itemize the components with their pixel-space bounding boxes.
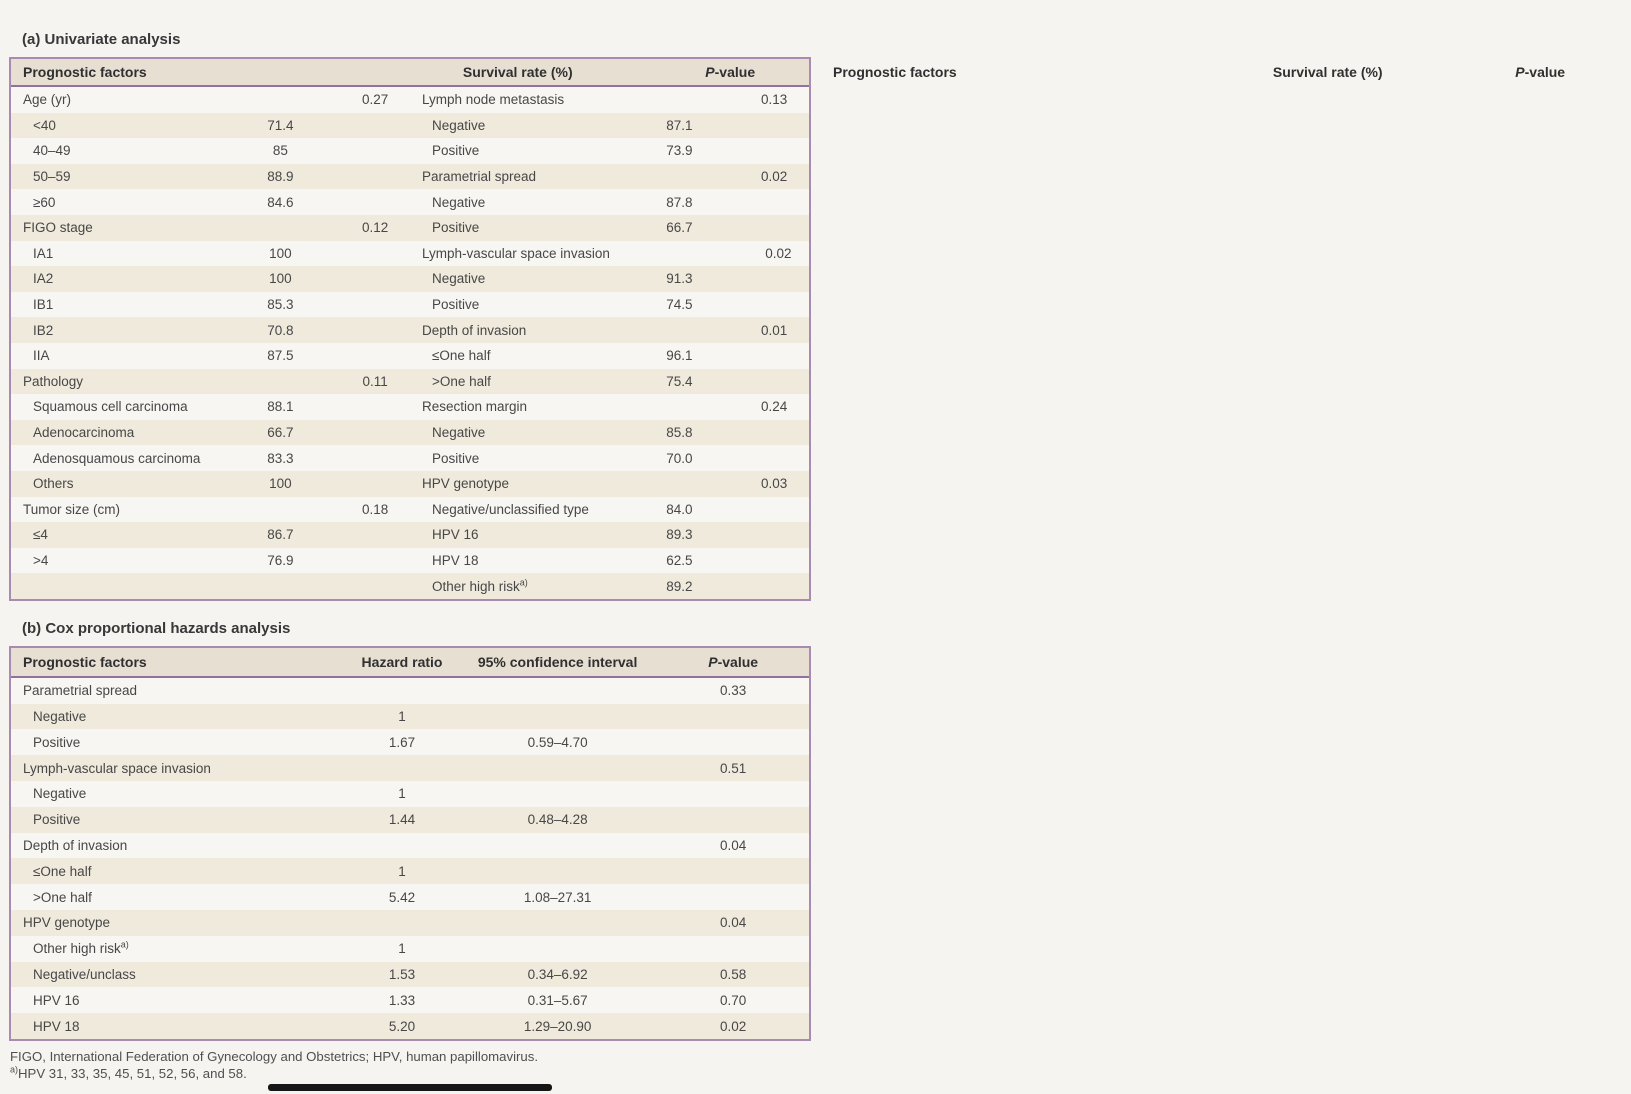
table-row [410, 394, 809, 420]
table-a-header-row [11, 59, 1566, 87]
table-b-header-row [11, 648, 809, 678]
table-b-body [11, 678, 809, 1039]
survival-rate-cell: 73.9 [666, 143, 693, 159]
factor-cell: Parametrial spread [23, 683, 138, 699]
pvalue-cell: 0.03 [760, 476, 788, 492]
table-row [410, 113, 809, 139]
pvalue-cell: 0.58 [720, 967, 747, 983]
factor-cell: Negative [33, 709, 87, 725]
univariate-table [9, 57, 1566, 601]
survival-rate-cell: 87.5 [267, 348, 294, 364]
table-row [410, 317, 809, 343]
column-header-pvalue [645, 64, 821, 80]
pvalue-cell: 0.04 [720, 915, 747, 931]
survival-rate-cell: 66.7 [666, 220, 693, 236]
table-row [11, 445, 410, 471]
factor-cell: Positive [33, 812, 81, 828]
factor-cell: HPV 16 [33, 992, 80, 1008]
column-header-prognostic-factors: Prognostic factors [832, 64, 957, 80]
footnote-abbreviations: FIGO, International Federation of Gynecology and Obstetrics; HPV, human papillomavirus. [10, 1049, 539, 1065]
survival-rate-cell: 75.4 [666, 373, 693, 389]
survival-rate-cell: 85 [272, 143, 288, 159]
table-row [11, 678, 809, 704]
hazard-ratio-cell: 1 [398, 863, 406, 879]
pvalue-cell: 0.27 [361, 92, 389, 108]
survival-rate-cell: 91.3 [666, 271, 693, 287]
factor-cell: Negative [432, 425, 486, 441]
column-header-prognostic-factors: Prognostic factors [23, 64, 147, 80]
factor-cell: IA1 [33, 245, 54, 261]
factor-cell: Other high risk$^{a)}$ [432, 577, 528, 594]
factor-cell: <40 [33, 117, 56, 133]
factor-cell: >One half [432, 373, 491, 389]
table-row [11, 884, 809, 910]
hazard-ratio-cell: 1 [398, 709, 406, 725]
pvalue-cell: 0.01 [760, 322, 788, 338]
column-header-pvalue [1455, 64, 1631, 80]
column-header-prognostic-factors: Prognostic factors [23, 653, 147, 670]
table-row [11, 189, 410, 215]
table-row [410, 87, 809, 113]
table-row [410, 522, 809, 548]
table-row [11, 164, 410, 190]
hazard-ratio-cell: 1.33 [388, 992, 416, 1008]
table-row [410, 445, 809, 471]
survival-rate-cell: 85.8 [666, 425, 693, 441]
table-row [11, 858, 809, 884]
factor-cell: Resection margin [422, 399, 528, 415]
factor-cell: Lymph-vascular space invasion [422, 245, 610, 261]
table-row [410, 573, 809, 599]
pvalue-rest: -value [717, 653, 759, 670]
table-row [11, 910, 809, 936]
factor-cell: IIA [33, 348, 50, 364]
cox-hazards-table [9, 646, 811, 1041]
factor-cell: Negative [432, 117, 486, 133]
table-row [11, 704, 809, 730]
table-row [11, 755, 809, 781]
factor-cell: Positive [432, 143, 480, 159]
hazard-ratio-cell: 5.20 [388, 1018, 416, 1034]
pvalue-cell: 0.13 [760, 92, 788, 108]
factor-cell: Age (yr) [23, 92, 72, 108]
table-row [11, 781, 809, 807]
pvalue-cell: 0.11 [362, 373, 388, 389]
table-row [11, 317, 410, 343]
survival-rate-cell: 87.8 [666, 194, 693, 210]
table-row [410, 292, 809, 318]
table-row [11, 962, 809, 988]
factor-cell: ≤One half [33, 863, 92, 879]
pvalue-cell: 0.02 [765, 245, 792, 261]
survival-rate-cell: 76.9 [267, 552, 294, 568]
pvalue-italic-p: P [705, 64, 715, 80]
confidence-interval-cell: 1.08–27.31 [523, 889, 592, 905]
factor-cell: Negative/unclass [33, 967, 136, 983]
table-row [11, 138, 410, 164]
factor-cell: ≤4 [33, 527, 48, 543]
factor-cell: Negative [33, 786, 87, 802]
pvalue-cell: 0.04 [720, 838, 747, 854]
factor-cell: Adenosquamous carcinoma [33, 450, 201, 466]
survival-rate-cell: 66.7 [267, 425, 294, 441]
pvalue-rest: -value [714, 64, 756, 80]
table-row [410, 215, 809, 241]
table-row [410, 164, 809, 190]
footnote-marker: a) [519, 577, 528, 588]
pvalue-italic-p: P [708, 653, 718, 670]
factor-cell: HPV 16 [432, 527, 479, 543]
hazard-ratio-cell: 1.67 [388, 734, 416, 750]
table-row [11, 807, 809, 833]
hazard-ratio-cell: 1 [398, 786, 406, 802]
pvalue-cell: 0.02 [760, 169, 788, 185]
factor-cell: Other high risk$^{a)}$ [33, 939, 129, 957]
hazard-ratio-cell: 1.53 [388, 967, 416, 983]
factor-cell: HPV genotype [23, 915, 111, 931]
table-a-title: (a) Univariate analysis [22, 31, 181, 48]
factor-cell: ≤One half [432, 348, 491, 364]
pvalue-cell: 0.70 [720, 992, 747, 1008]
pvalue-cell: 0.18 [361, 501, 389, 517]
pvalue-cell: 0.51 [720, 760, 747, 776]
table-row [11, 573, 410, 599]
survival-rate-cell: 62.5 [666, 552, 693, 568]
survival-rate-cell: 100 [269, 476, 292, 492]
hazard-ratio-cell: 1.44 [388, 812, 416, 828]
table-row [410, 471, 809, 497]
footnote-hpv-types [10, 1065, 820, 1082]
survival-rate-cell: 88.9 [267, 169, 294, 185]
column-header-hazard-ratio: Hazard ratio [361, 653, 443, 670]
factor-cell: HPV 18 [432, 552, 479, 568]
factor-cell: Squamous cell carcinoma [33, 399, 188, 415]
table-row [410, 241, 809, 267]
table-row [11, 113, 410, 139]
table-row [11, 548, 410, 574]
table-row [410, 138, 809, 164]
factor-cell: >One half [33, 889, 92, 905]
table-a-right-half [410, 87, 809, 599]
survival-rate-cell: 70.8 [267, 322, 294, 338]
factor-cell: Depth of invasion [23, 838, 128, 854]
pvalue-rest: -value [1524, 64, 1566, 80]
table-row [11, 729, 809, 755]
footnote-hpv-types-text: HPV 31, 33, 35, 45, 51, 52, 56, and 58. [18, 1066, 247, 1082]
factor-cell: Lymph-vascular space invasion [23, 760, 211, 776]
factor-cell: Positive [432, 450, 480, 466]
table-b-title: (b) Cox proportional hazards analysis [22, 619, 291, 637]
footnote-marker: a) [10, 1064, 19, 1075]
factor-cell: IB1 [33, 297, 54, 313]
table-row [11, 215, 410, 241]
survival-rate-cell: 100 [269, 271, 292, 287]
table-row [11, 936, 809, 962]
footnote-marker: a) [120, 939, 129, 950]
table-row [11, 497, 410, 523]
table-row [410, 548, 809, 574]
factor-cell: Positive [432, 220, 480, 236]
confidence-interval-cell: 0.48–4.28 [527, 812, 588, 828]
column-header-survival-rate: Survival rate (%) [1272, 64, 1383, 80]
factor-cell: IB2 [33, 322, 54, 338]
pvalue-cell: 0.02 [720, 1018, 747, 1034]
survival-rate-cell: 84.0 [666, 501, 693, 517]
factor-cell: FIGO stage [23, 220, 93, 236]
factor-cell: HPV genotype [422, 476, 510, 492]
table-row [11, 522, 410, 548]
survival-rate-cell: 70.0 [666, 450, 693, 466]
table-row [11, 471, 410, 497]
hazard-ratio-cell: 1 [398, 941, 406, 957]
column-header-pvalue [657, 654, 809, 670]
factor-cell: HPV 18 [33, 1018, 80, 1034]
survival-rate-cell: 86.7 [267, 527, 294, 543]
table-row [410, 266, 809, 292]
survival-rate-cell: 100 [269, 245, 292, 261]
bottom-bar [268, 1084, 552, 1091]
factor-cell: >4 [33, 552, 49, 568]
factor-cell: 50–59 [33, 169, 71, 185]
factor-cell: Negative [432, 194, 486, 210]
table-row [11, 1013, 809, 1039]
footnotes [10, 1048, 820, 1082]
table-row [11, 241, 410, 267]
confidence-interval-cell: 0.34–6.92 [527, 967, 588, 983]
factor-cell: Lymph node metastasis [422, 92, 565, 108]
table-row [11, 394, 410, 420]
confidence-interval-cell: 0.59–4.70 [527, 734, 588, 750]
survival-rate-cell: 85.3 [267, 297, 294, 313]
pvalue-cell: 0.33 [720, 683, 747, 699]
survival-rate-cell: 88.1 [267, 399, 294, 415]
table-row [11, 343, 410, 369]
table-row [11, 833, 809, 859]
survival-rate-cell: 74.5 [666, 297, 693, 313]
factor-cell: Negative/unclassified type [432, 501, 589, 517]
factor-cell: Depth of invasion [422, 322, 527, 338]
factor-cell: Pathology [23, 373, 84, 389]
table-row [11, 420, 410, 446]
confidence-interval-cell: 1.29–20.90 [523, 1018, 592, 1034]
confidence-interval-cell: 0.31–5.67 [527, 992, 588, 1008]
pvalue-cell: 0.24 [760, 399, 788, 415]
table-row [11, 369, 410, 395]
survival-rate-cell: 87.1 [666, 117, 693, 133]
pvalue-cell: 0.12 [361, 220, 389, 236]
hazard-ratio-cell: 5.42 [388, 889, 416, 905]
column-header-confidence-interval: 95% confidence interval [477, 653, 638, 670]
table-a-left-half [11, 87, 410, 599]
factor-cell: Others [33, 476, 74, 492]
pvalue-italic-p: P [1515, 64, 1525, 80]
survival-rate-cell: 83.3 [267, 450, 294, 466]
survival-rate-cell: 84.6 [267, 194, 294, 210]
factor-cell: Positive [432, 297, 480, 313]
table-row [11, 87, 410, 113]
factor-cell: Negative [432, 271, 486, 287]
table-row [11, 987, 809, 1013]
factor-cell: IA2 [33, 271, 54, 287]
factor-cell: ≥60 [33, 194, 56, 210]
survival-rate-cell: 89.3 [666, 527, 693, 543]
column-header-survival-rate: Survival rate (%) [462, 64, 573, 80]
survival-rate-cell: 96.1 [666, 348, 693, 364]
factor-cell: Tumor size (cm) [23, 501, 120, 517]
table-row [410, 343, 809, 369]
factor-cell: 40–49 [33, 143, 71, 159]
table-row [410, 369, 809, 395]
table-row [410, 497, 809, 523]
table-row [11, 266, 410, 292]
table-row [410, 420, 809, 446]
factor-cell: Parametrial spread [422, 169, 537, 185]
survival-rate-cell: 89.2 [666, 578, 693, 594]
factor-cell: Adenocarcinoma [33, 425, 135, 441]
table-row [11, 292, 410, 318]
survival-rate-cell: 71.4 [267, 117, 294, 133]
table-row [410, 189, 809, 215]
factor-cell: Positive [33, 734, 81, 750]
